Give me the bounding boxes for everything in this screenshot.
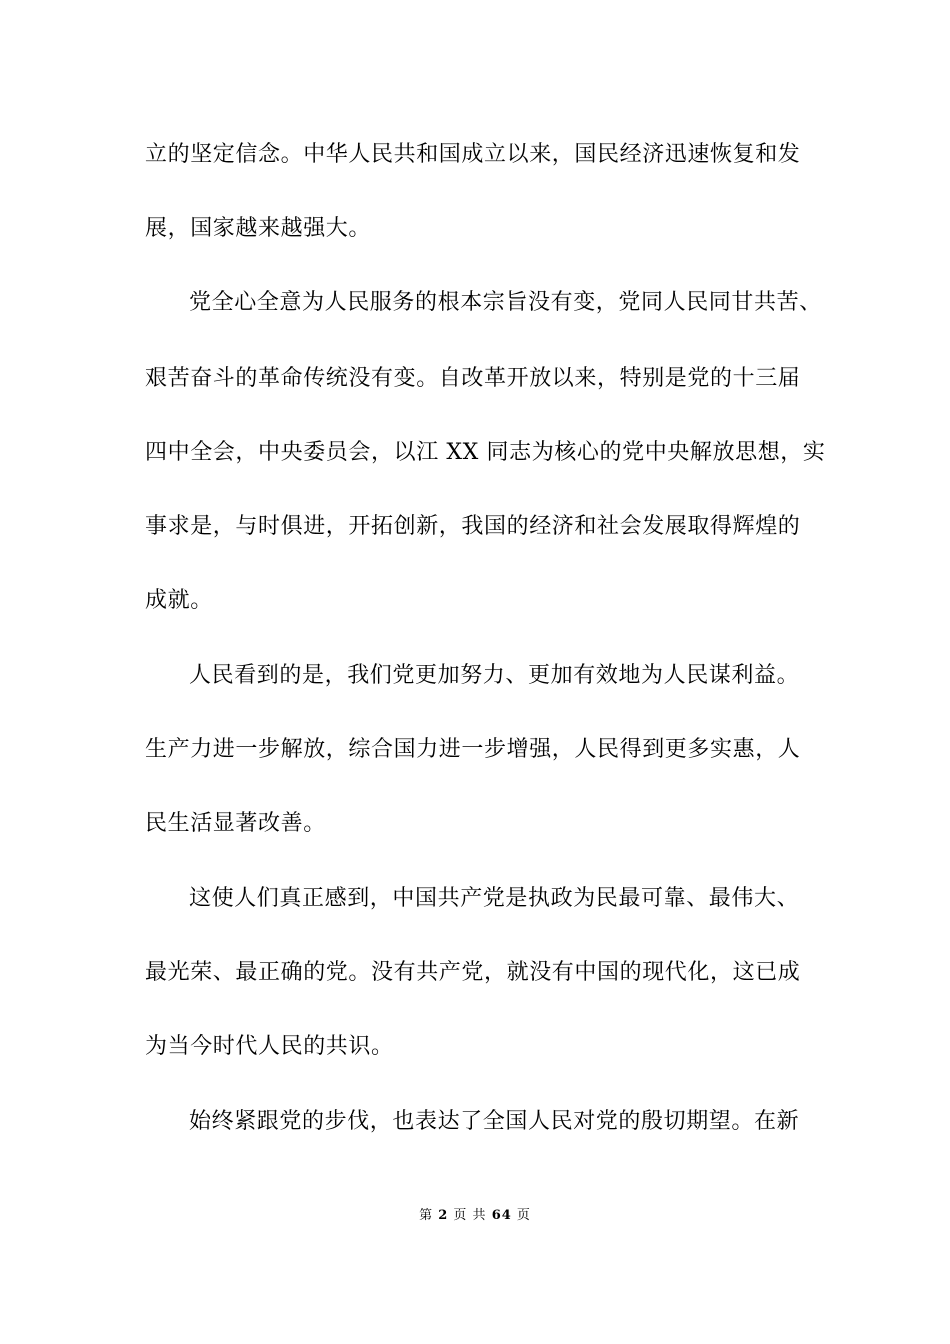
body-line: 事求是，与时俱进，开拓创新，我国的经济和社会发展取得辉煌的 (145, 514, 801, 539)
page-footer (0, 1207, 950, 1225)
paragraph-first-line: 始终紧跟党的步伐，也表达了全国人民对党的殷切期望。在新 (189, 1109, 800, 1134)
current-page-number: 2 (438, 1208, 449, 1223)
body-line: 成就。 (145, 588, 213, 613)
body-line: 生产力进一步解放，综合国力进一步增强，人民得到更多实惠，人 (145, 737, 801, 762)
paragraph-first-line: 这使人们真正感到，中国共产党是执政为民最可靠、最伟大、 (189, 886, 800, 911)
footer-middle: 页 共 (453, 1208, 487, 1223)
body-line: 四中全会，中央委员会，以江 XX 同志为核心的党中央解放思想，实 (145, 440, 826, 465)
body-line: 最光荣、最正确的党。没有共产党，就没有中国的现代化，这已成 (145, 960, 801, 985)
body-line: 为当今时代人民的共识。 (145, 1034, 394, 1059)
body-line: 艰苦奋斗的革命传统没有变。自改革开放以来，特别是党的十三届 (145, 366, 801, 391)
body-line: 民生活显著改善。 (145, 811, 326, 836)
footer-prefix: 第 (419, 1208, 434, 1223)
footer-suffix: 页 (516, 1208, 531, 1223)
body-line: 展，国家越来越强大。 (145, 216, 372, 241)
paragraph-first-line: 党全心全意为人民服务的根本宗旨没有变，党同人民同甘共苦、 (189, 290, 822, 315)
paragraph-first-line: 人民看到的是，我们党更加努力、更加有效地为人民谋利益。 (189, 663, 800, 688)
body-line: 立的坚定信念。中华人民共和国成立以来，国民经济迅速恢复和发 (145, 142, 801, 167)
total-pages-number: 64 (491, 1208, 512, 1223)
